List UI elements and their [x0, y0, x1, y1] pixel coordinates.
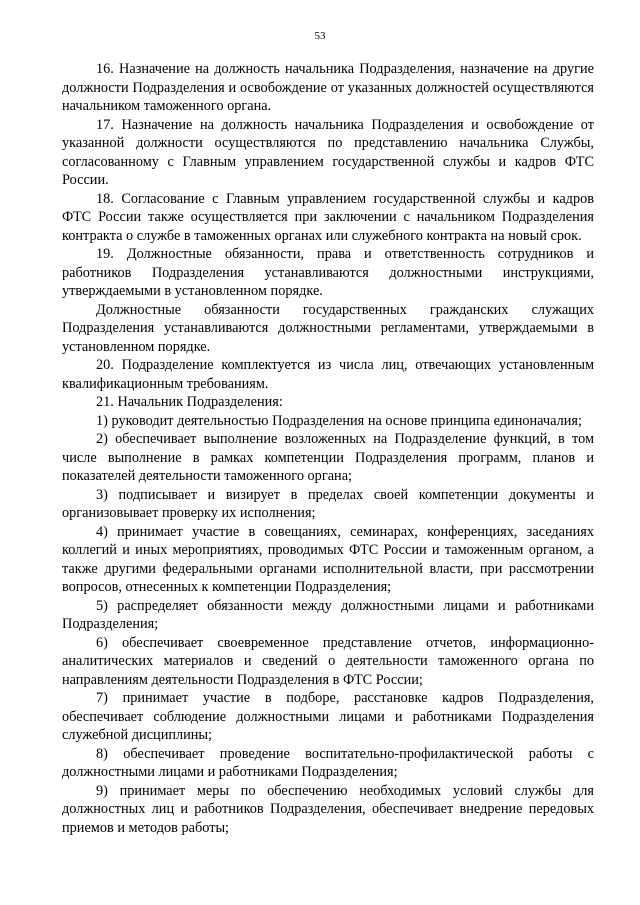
list-item-6: 6) обеспечивает своевременное представление отчетов, информационно-аналитических материалов и сведений о деятельности таможенного органа по направлениям деятельности Подразделения в ФТС России;	[62, 634, 594, 688]
paragraph-17: 17. Назначение на должность начальника Подразделения и освобождение от указанной должности осуществляются по представлению начальника Службы, согласованному с Главным управлением государственной службы и кадров ФТС России.	[62, 116, 594, 188]
list-item-9: 9) принимает меры по обеспечению необходимых условий службы для должностных лиц и работников Подразделения, обеспечивает внедрение передовых приемов и методов работы;	[62, 782, 594, 836]
document-body	[62, 60, 594, 837]
list-item-2: 2) обеспечивает выполнение возложенных на Подразделение функций, в том числе выполнение в рамках компетенции Подразделения программ, планов и показателей деятельности таможенного органа;	[62, 431, 594, 484]
list-item-8: 8) обеспечивает проведение воспитательно-профилактической работы с должностными лицами и работниками Подразделения;	[62, 745, 594, 780]
page-number: 53	[314, 30, 326, 42]
paragraph-19: 19. Должностные обязанности, права и ответственность сотрудников и работников Подразделения устанавливаются должностными инструкциями, утверждаемыми в установленном порядке.	[62, 246, 594, 299]
list-item-4: 4) принимает участие в совещаниях, семинарах, конференциях, заседаниях коллегий и иных мероприятиях, проводимых ФТС России и таможенным органом, а также другими федеральными органами исполнительной власти, при рассмотрении вопросов, отнесенных к компетенции Подразделения;	[62, 523, 594, 595]
list-item-3: 3) подписывает и визирует в пределах своей компетенции документы и организовывает проверку их исполнения;	[62, 486, 594, 521]
paragraph-19-civil-servants: Должностные обязанности государственных гражданских служащих Подразделения устанавливаются должностными регламентами, утверждаемыми в установленном порядке.	[62, 301, 594, 355]
list-item-1: 1) руководит деятельностью Подразделения на основе принципа единоначалия;	[96, 412, 582, 429]
list-item-7: 7) принимает участие в подборе, расстановке кадров Подразделения, обеспечивает соблюдение должностными лицами и работниками Подразделения служебной дисциплины;	[62, 690, 594, 743]
paragraph-21-heading: 21. Начальник Подразделения:	[96, 394, 283, 410]
paragraph-16: 16. Назначение на должность начальника Подразделения, назначение на другие должности Подразделения и освобождение от указанных должностей осуществляются начальником таможенного органа.	[62, 61, 594, 114]
paragraph-18: 18. Согласование с Главным управлением государственной службы и кадров ФТС России также осуществляется при заключении с начальником Подразделения контракта о службе в таможенных органах или служебного контракта на новый срок.	[62, 190, 594, 244]
paragraph-20: 20. Подразделение комплектуется из числа лиц, отвечающих установленным квалификационным требованиям.	[62, 357, 594, 392]
list-item-5: 5) распределяет обязанности между должностными лицами и работниками Подразделения;	[62, 597, 594, 632]
